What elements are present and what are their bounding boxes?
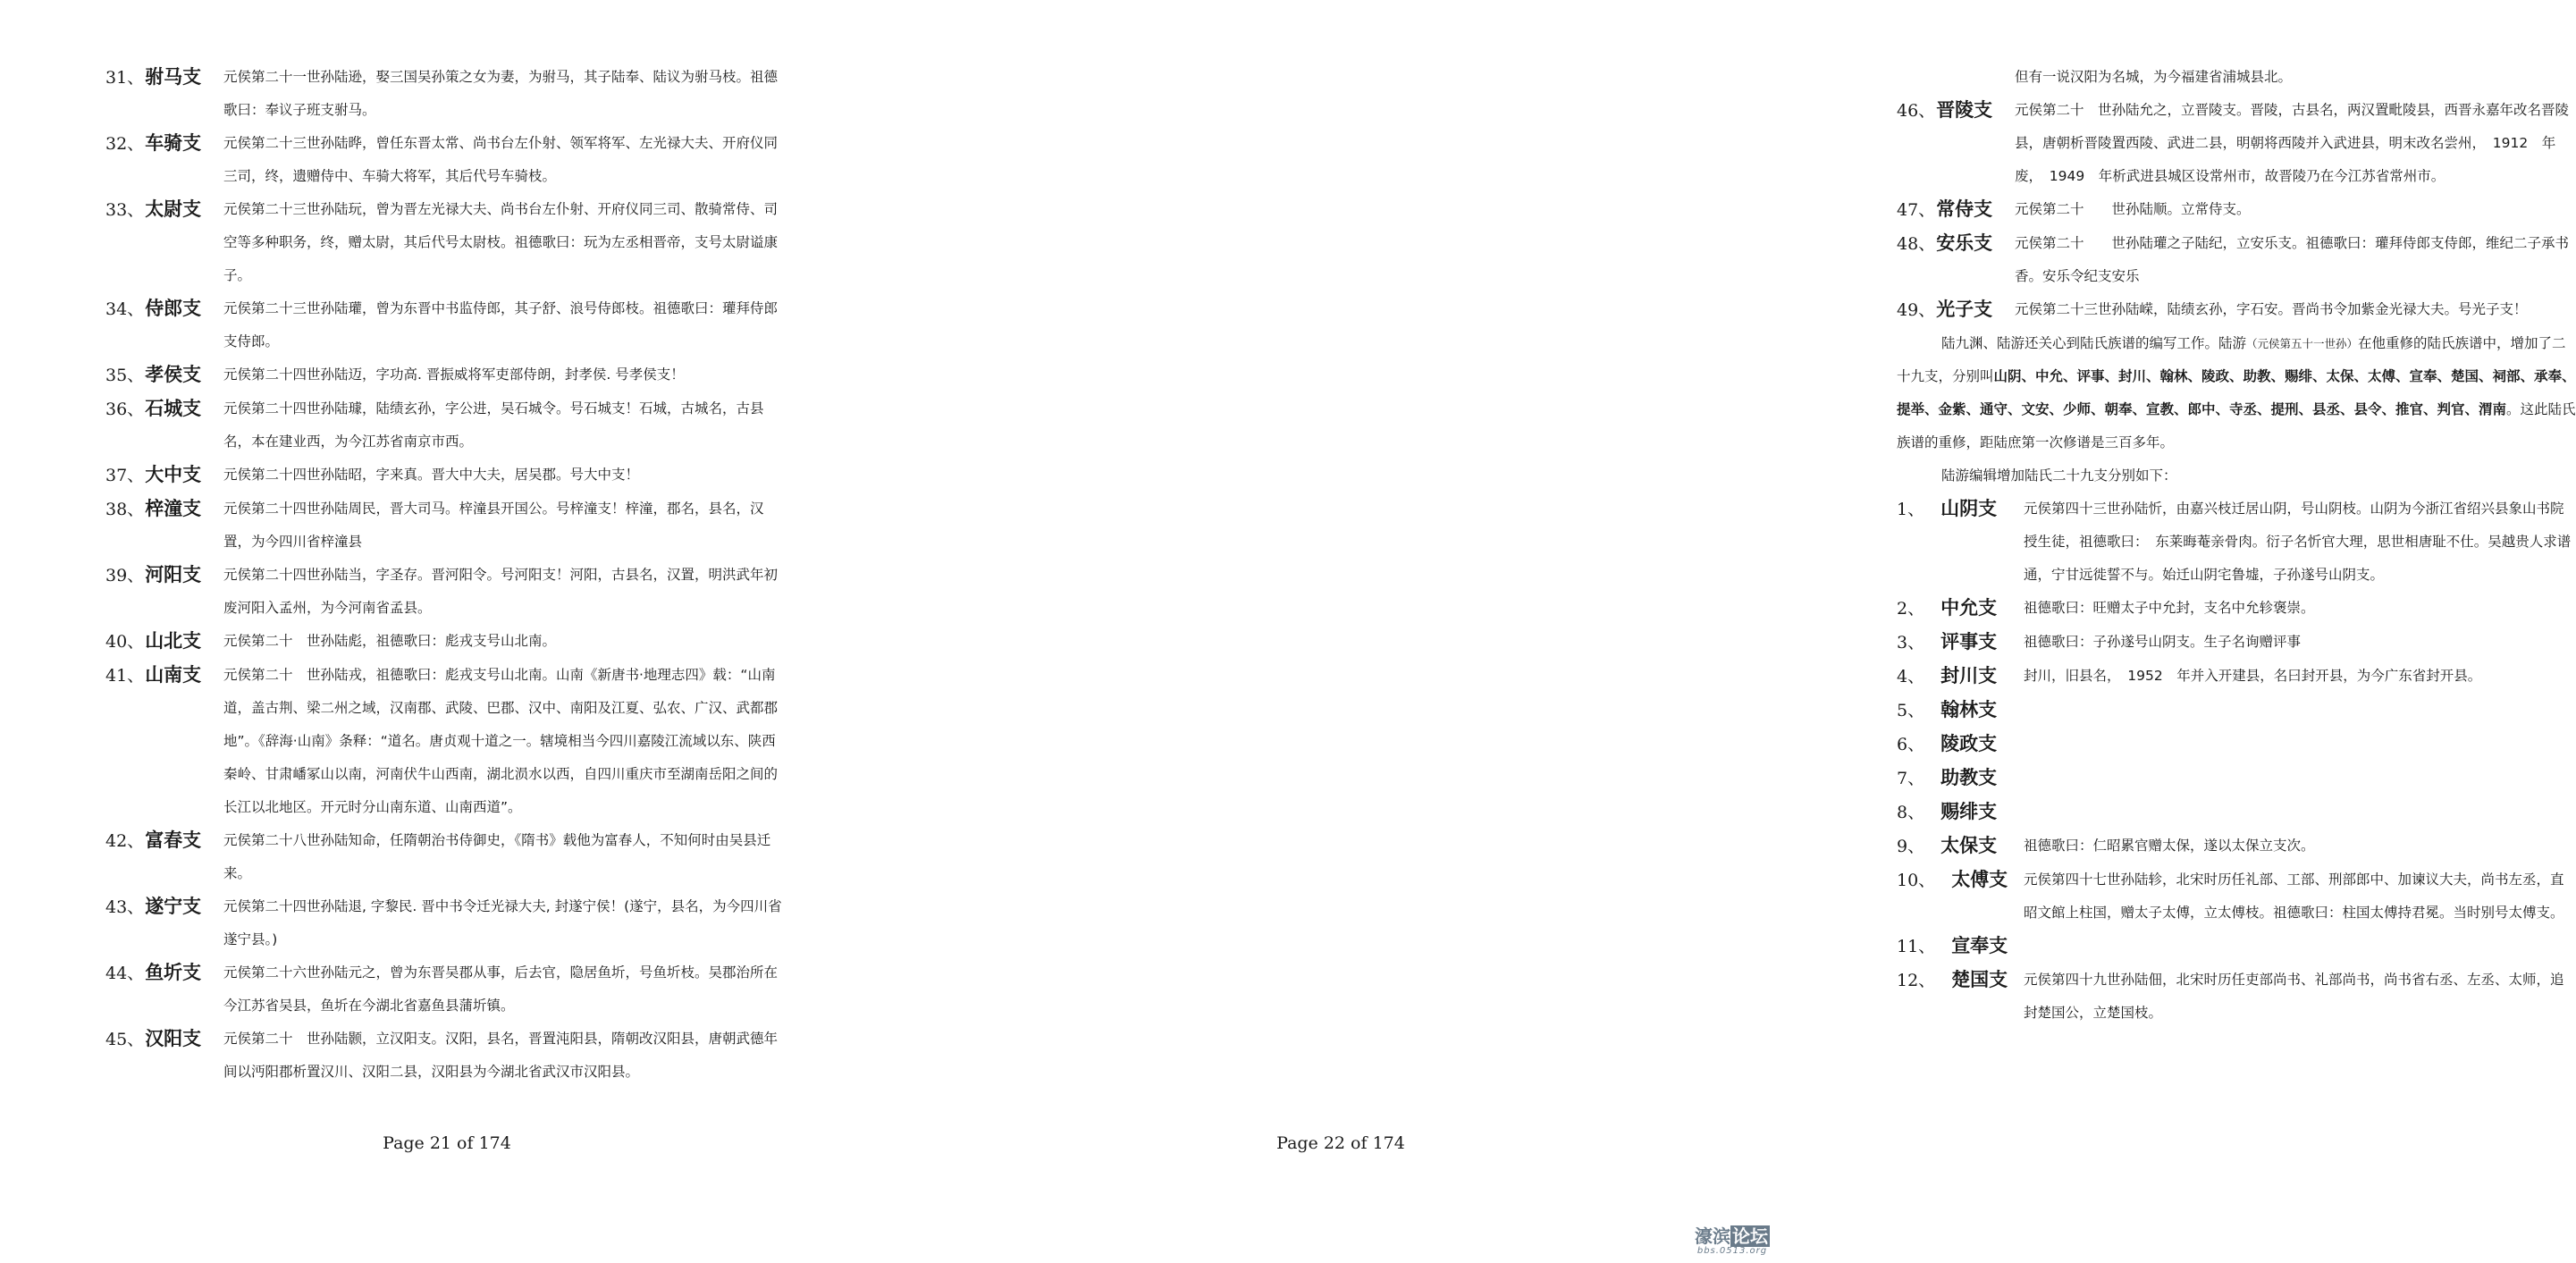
entry-number: 37、: [105, 466, 145, 485]
branch-name: 山阴支: [1940, 498, 1998, 519]
clan-branch-entry: [105, 392, 788, 459]
watermark-name-1: 濠滨: [1695, 1225, 1730, 1247]
clan-branch-entry: [105, 625, 788, 659]
paragraph-note: （元侯第五十一世孙）: [2246, 337, 2359, 350]
paragraph-intro: 陆九渊、陆游还关心到陆氏族谱的编写工作。陆游: [1941, 335, 2247, 351]
clan-branch-entry: [105, 358, 788, 392]
entry-heading: [1897, 626, 2011, 660]
entry-heading: [105, 292, 211, 326]
entry-text: 元侯第二十四世孙陆昭，字来真。晋大中大夫，居吴郡。号大中支！: [223, 467, 640, 483]
branch-name: 太傅支: [1951, 869, 2008, 890]
branch-name: 评事支: [1940, 631, 1998, 653]
entry-heading: [1897, 193, 2002, 227]
entry-number: 6、: [1897, 735, 1925, 754]
left-column: [105, 61, 788, 1089]
branch-name: 中允支: [1940, 597, 1998, 619]
entry-text: 元侯第四十七世孙陆轸，北宋时历任礼部、工部、刑部郎中、加谏议大夫，尚书左丞，直昭文館上柱国，赠太子太傅，立太傅枝。祖德歌曰：柱国太傅持君冕。当时别号太傅支。: [2024, 871, 2564, 921]
clan-branch-entry: [1897, 762, 2576, 796]
entry-text: 祖德歌曰：子孙遂号山阴支。生子名询赠评事: [2024, 634, 2302, 650]
entry-heading: [1897, 660, 2011, 694]
branch-name: 太尉支: [145, 198, 202, 220]
entry-text: 元侯第二十 世孙陆顺。立常侍支。: [2015, 201, 2251, 217]
branch-name: 遂宁支: [145, 896, 202, 917]
clan-branch-entry: [105, 559, 788, 625]
sub-list-intro: 陆游编辑增加陆氏二十九支分别如下：: [1941, 467, 2177, 484]
left-page: [0, 0, 894, 1263]
entry-text: 祖德歌曰：仁昭累官赠太保，遂以太保立支次。: [2024, 838, 2315, 854]
branch-name: 陵政支: [1940, 733, 1998, 754]
continuation-text: 但有一说汉阳为名城，为今福建省浦城县北。: [2015, 69, 2293, 85]
entry-heading: [1897, 762, 2011, 796]
clan-branch-entry: [105, 890, 788, 956]
entry-number: 49、: [1897, 300, 1936, 320]
clan-branch-entry: [1897, 227, 2576, 293]
entry-number: 31、: [105, 68, 145, 88]
clan-branch-entry: [105, 61, 788, 127]
branch-name: 太保支: [1940, 835, 1998, 856]
entry-number: 10、: [1897, 871, 1936, 890]
entry-number: 1、: [1897, 500, 1925, 519]
entry-text: 祖德歌曰：旺赠太子中允封，支名中允轸褒崇。: [2024, 600, 2315, 616]
entry-heading: [105, 890, 211, 924]
entry-text: 元侯第二十六世孙陆元之，曾为东晋吴郡从事，后去官，隐居鱼圻，号鱼圻枝。吴郡治所在今江苏省吴县，鱼圻在今湖北省嘉鱼县蒲圻镇。: [223, 964, 779, 1014]
entry-text: 元侯第二十三世孙陆玩，曾为晋左光禄大夫、尚书台左仆射、开府仪同三司、散骑常侍、司空等多种职务，终，赠太尉，其后代号太尉枝。祖德歌曰：玩为左丞相晋帝，支号太尉谥康子。: [223, 201, 779, 283]
clan-branch-entry: [1897, 193, 2576, 227]
entry-text: 元侯第二十四世孙陆退, 字黎民. 晋中书令迁光禄大夫, 封遂宁侯！(遂宁，县名，为今四川省遂宁县。): [223, 898, 782, 947]
entry-text: 元侯第二十四世孙陆周民，晋大司马。梓潼县开国公。号梓潼支！梓潼，郡名，县名，汉置，为今四川省梓潼县: [223, 501, 764, 550]
entry-text: 元侯第四十九世孙陆佃，北宋时历任吏部尚书、礼部尚书，尚书省右丞、左丞、太师，追封楚国公，立楚国枝。: [2024, 972, 2564, 1021]
clan-branch-entry: [1897, 964, 2576, 1030]
entry-heading: [105, 1023, 211, 1057]
clan-branch-entry: [105, 193, 788, 292]
branch-name: 光子支: [1936, 299, 1993, 320]
clan-branch-entry: [1897, 930, 2576, 964]
branch-name: 梓潼支: [145, 498, 202, 519]
entry-number: 44、: [105, 964, 145, 983]
entry-text: 元侯第二十四世孙陆当，字圣存。晋河阳令。号河阳支！河阳，古县名，汉置，明洪武年初废河阳入孟州，为今河南省孟县。: [223, 567, 779, 616]
sub-entries: [1897, 493, 2576, 1030]
entry-heading: [1897, 227, 2002, 261]
clan-branch-entry: [1897, 728, 2576, 762]
right-page: [894, 0, 2576, 1263]
entry-number: 39、: [105, 566, 145, 585]
entry-number: 38、: [105, 500, 145, 519]
watermark-url: bbs.0513.org: [1696, 1246, 1768, 1256]
entry-number: 47、: [1897, 200, 1936, 220]
clan-branch-entry: [1897, 694, 2576, 728]
clan-branch-entry: [1897, 293, 2576, 327]
branch-name: 宣奉支: [1951, 935, 2008, 956]
entry-number: 9、: [1897, 837, 1925, 856]
branch-name: 大中支: [145, 464, 202, 485]
entry-heading: [1897, 493, 2011, 526]
entry-heading: [1897, 592, 2011, 626]
clan-branch-entry: [105, 659, 788, 824]
entry-text: 元侯第二十 世孙陆颢，立汉阳支。汉阳，县名，晋置沌阳县，隋朝改汉阳县，唐朝武德年间以沔阳郡析置汉川、汉阳二县，汉阳县为今湖北省武汉市汉阳县。: [223, 1031, 779, 1080]
branch-name: 晋陵支: [1936, 99, 1993, 121]
paragraph-outro: 。这此陆氏族谱的重修，距陆庶第一次修谱是三百多年。: [1897, 401, 2576, 450]
entry-number: 12、: [1897, 971, 1936, 990]
entry-heading: [1897, 94, 2002, 128]
branch-name: 侍郎支: [145, 298, 202, 319]
entry-heading: [105, 659, 211, 693]
lu-you-paragraph: [1897, 327, 2576, 459]
entry-number: 45、: [105, 1030, 145, 1049]
entry-text: 元侯第二十三世孙陆瓘，曾为东晋中书监侍郎，其子舒、浪号侍郎枝。祖德歌曰：瓘拜侍郎支侍郎。: [223, 300, 779, 349]
entry-text: 元侯第二十 世孙陆允之，立晋陵支。晋陵，古县名，两汉置毗陵县，西晋永嘉年改名晋陵县，唐朝析晋陵置西陵、武进二县，明朝将西陵并入武进县，明末改名尝州， 1912 年废， 1949 年析武进县城区设常州市，故晋陵乃在今江苏省常州市。: [2015, 102, 2570, 184]
branch-name: 助教支: [1940, 767, 1998, 788]
clan-branch-entry: [1897, 592, 2576, 626]
entry-heading: [1897, 930, 2011, 964]
entry-heading: [105, 127, 211, 161]
branch-name: 楚国支: [1951, 969, 2008, 990]
entry-number: 7、: [1897, 769, 1925, 788]
entry-number: 42、: [105, 831, 145, 851]
branch-name: 驸马支: [145, 66, 202, 88]
branch-name: 山南支: [145, 664, 202, 686]
site-watermark: [1680, 1226, 1784, 1260]
entry-heading: [105, 61, 211, 95]
entry-number: 2、: [1897, 599, 1925, 619]
entry-number: 46、: [1897, 101, 1936, 121]
clan-branch-entry: [105, 956, 788, 1023]
entry-number: 40、: [105, 632, 145, 652]
clan-branch-entry: [1897, 863, 2576, 930]
entry-number: 33、: [105, 200, 145, 220]
paragraph-branches: 山阴、中允、评事、封川、翰林、陵政、助教、赐绯、太保、太傅、宣奉、楚国、祠部、承奉、提举、金紫、通守、文安、少师、朝奉、宣教、郎中、寺丞、提刑、县丞、县令、推官、判官、渭南: [1897, 368, 2576, 417]
paragraph-middle: 在他重修的陆氏族谱中，增加了二十九支，分别叫: [1897, 335, 2566, 384]
branch-name: 封川支: [1940, 665, 1998, 686]
entry-text: 封川，旧县名， 1952 年并入开建县，名曰封开县，为今广东省封开县。: [2024, 668, 2482, 684]
clan-branch-entry: [1897, 829, 2576, 863]
branch-name: 鱼圻支: [145, 962, 202, 983]
entry-text: 元侯第二十三世孙陆晔，曾任东晋太常、尚书台左仆射、领军将军、左光禄大夫、开府仪同三司，终，遗赠侍中、车骑大将军，其后代号车骑枝。: [223, 135, 779, 184]
clan-branch-entry: [1897, 660, 2576, 694]
clan-branch-entry: [1897, 94, 2576, 193]
entry-number: 5、: [1897, 701, 1925, 720]
clan-branch-entry: [105, 1023, 788, 1089]
branch-name: 翰林支: [1940, 699, 1998, 720]
entry-heading: [105, 493, 211, 526]
branch-name: 车骑支: [145, 132, 202, 154]
entry-number: 41、: [105, 666, 145, 686]
right-column: [1897, 61, 2576, 1030]
entry-text: 元侯第四十三世孙陆忻，由嘉兴枝迁居山阴，号山阴枝。山阴为今浙江省绍兴县象山书院授生徒，祖德歌曰： 东莱晦菴亲骨肉。衍子名忻官大理，思世相唐耻不仕。吴越贵人求谱通，宁甘远徙誓不与。始迁山阴宅鲁墟，子孙遂号山阴支。: [2024, 501, 2572, 583]
branch-name: 河阳支: [145, 564, 202, 585]
entry-number: 8、: [1897, 803, 1925, 822]
entry-number: 48、: [1897, 234, 1936, 254]
entry-text: 元侯第二十三世孙陆嵘，陆绩玄孙，字石安。晋尚书令加紫金光禄大夫。号光子支！: [2015, 301, 2528, 317]
branch-name: 富春支: [145, 829, 202, 851]
entry-number: 11、: [1897, 937, 1936, 956]
entry-heading: [105, 956, 211, 990]
entry-heading: [1897, 694, 2011, 728]
clan-branch-entry: [1897, 796, 2576, 829]
page-number-right: Page 22 of 174: [1276, 1133, 1405, 1153]
entry-number: 43、: [105, 897, 145, 917]
entry-heading: [1897, 829, 2011, 863]
clan-branch-entry: [105, 292, 788, 358]
entry-number: 4、: [1897, 667, 1925, 686]
clan-branch-entry: [1897, 626, 2576, 660]
entry-heading: [1897, 796, 2011, 829]
branch-name: 常侍支: [1936, 198, 1993, 220]
entry-heading: [105, 358, 211, 392]
entry-heading: [105, 625, 211, 659]
entry-text: 元侯第二十 世孙陆彪，祖德歌曰：彪戎支号山北南。: [223, 633, 557, 649]
entry-text: 元侯第二十四世孙陆迈，字功高. 晋振威将军吏部侍朗，封孝侯. 号孝侯支！: [223, 366, 685, 383]
branch-name: 安乐支: [1936, 232, 1993, 254]
clan-branch-entry: [105, 127, 788, 193]
entry-heading: [1897, 293, 2002, 327]
entry-text: 元侯第二十八世孙陆知命，任隋朝治书侍御史，《隋书》载他为富春人，不知何时由吴县迁来。: [223, 832, 771, 881]
branch-name: 山北支: [145, 630, 202, 652]
clan-branch-entry: [105, 459, 788, 493]
clan-branch-entry: [105, 824, 788, 890]
branch-name: 赐绯支: [1940, 801, 1998, 822]
branch-name: 孝侯支: [145, 364, 202, 385]
branch-name: 石城支: [145, 398, 202, 419]
entry-text: 元侯第二十一世孙陆逊，娶三国吴孙策之女为妻，为驸马，其子陆奉、陆议为驸马枝。祖德歌曰：奉议子班支驸马。: [223, 69, 779, 118]
entry-text: 元侯第二十四世孙陆璩，陆绩玄孙，字公进，吴石城令。号石城支！石城，古城名，古县名，本在建业西，为今江苏省南京市西。: [223, 400, 764, 450]
entry-heading: [1897, 728, 2011, 762]
entry-number: 36、: [105, 400, 145, 419]
entry-text: 元侯第二十 世孙陆戎，祖德歌曰：彪戎支号山北南。山南《新唐书·地理志四》载：“山南道，盖古荆、梁二州之域，汉南郡、武陵、巴郡、汉中、南阳及江夏、弘农、广汉、武都郡地”。《辞海·山南》条释：“道名。唐贞观十道之一。辖境相当今四川嘉陵江流域以东、陕西秦岭、甘肃嶓冢山以南，河南伏牛山西南，湖北涢水以西，自四川重庆市至湖南岳阳之间的长江以北地区。开元时分山南东道、山南西道”。: [223, 667, 779, 815]
entry-heading: [1897, 964, 2011, 998]
clan-branch-entry: [105, 493, 788, 559]
watermark-name-2: 论坛: [1732, 1225, 1768, 1247]
entry-number: 35、: [105, 366, 145, 385]
entry-heading: [105, 559, 211, 593]
entry-heading: [105, 824, 211, 858]
entry-heading: [105, 193, 211, 227]
entry-text: 元侯第二十 世孙陆瓘之子陆纪，立安乐支。祖德歌曰：瓘拜侍郎支侍郎，维纪二子承书香。安乐令纪支安乐: [2015, 235, 2570, 284]
entry-number: 3、: [1897, 633, 1925, 653]
entry-heading: [105, 459, 211, 493]
entry-number: 34、: [105, 299, 145, 319]
entry-heading: [1897, 863, 2011, 897]
entry-heading: [105, 392, 211, 426]
page-number-left: Page 21 of 174: [383, 1133, 511, 1153]
entry-number: 32、: [105, 134, 145, 154]
branch-name: 汉阳支: [145, 1028, 202, 1049]
clan-branch-entry: [1897, 493, 2576, 592]
right-entries: [1897, 94, 2576, 327]
